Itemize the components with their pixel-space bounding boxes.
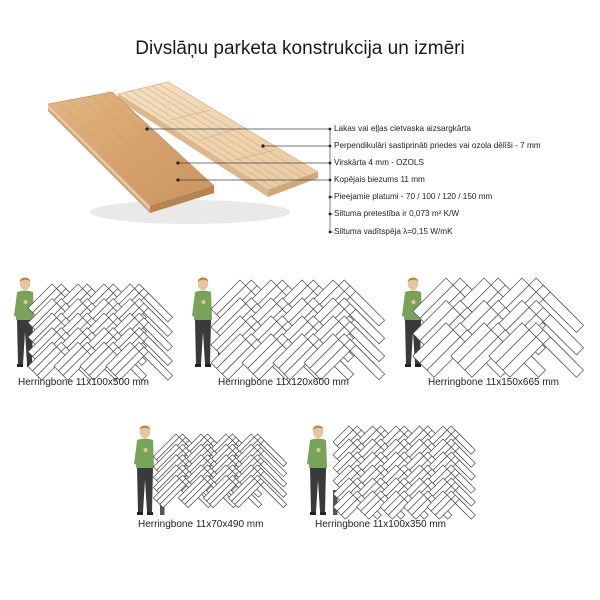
spec-thermal-resistance: Siltuma pretestība ir 0,073 m² K/W <box>334 209 460 218</box>
construction-diagram <box>0 0 600 260</box>
variant-panel <box>305 420 485 540</box>
herringbone-pattern <box>132 420 302 520</box>
herringbone-planks <box>153 434 286 508</box>
herringbone-planks <box>333 426 475 519</box>
spec-top-layer: Virskārta 4 mm - OZOLS <box>334 158 424 167</box>
page-title: Divslāņu parketa konstrukcija un izmēri <box>135 38 465 59</box>
herringbone-pattern <box>400 272 590 372</box>
variant-panel <box>12 272 192 392</box>
herringbone-pattern <box>12 272 192 372</box>
variant-panel <box>190 272 390 392</box>
herringbone-planks <box>413 278 584 377</box>
variant-label: Herringbone 11x100x500 mm <box>18 377 150 388</box>
herringbone-planks <box>28 284 172 380</box>
herringbone-pattern <box>305 420 485 520</box>
variant-label: Herringbone 11x150x665 mm <box>428 377 560 388</box>
variant-panel <box>400 272 590 392</box>
spec-protective-layer: Lakas vai eļļas cietvaska aizsargkārta <box>334 124 471 133</box>
plank-illustration <box>0 0 600 260</box>
variant-label: Herringbone 11x100x350 mm <box>315 519 447 530</box>
plank-shadow <box>90 200 290 224</box>
spec-thermal-conductivity: Siltuma vadītspēja λ=0,15 W/mK <box>334 227 453 236</box>
variant-label: Herringbone 11x70x490 mm <box>138 519 264 530</box>
spec-cross-layer: Perpendikulāri sastiprināti priedes vai ozola dēlīši - 7 mm <box>334 141 541 150</box>
spec-total-thickness: Kopējais biezums 11 mm <box>334 175 425 184</box>
herringbone-pattern <box>190 272 390 372</box>
herringbone-planks <box>211 280 385 380</box>
spec-widths: Pieejamie platumi - 70 / 100 / 120 / 150 mm <box>334 192 493 201</box>
variant-panel <box>132 420 302 540</box>
variant-label: Herringbone 11x120x600 mm <box>218 377 350 388</box>
